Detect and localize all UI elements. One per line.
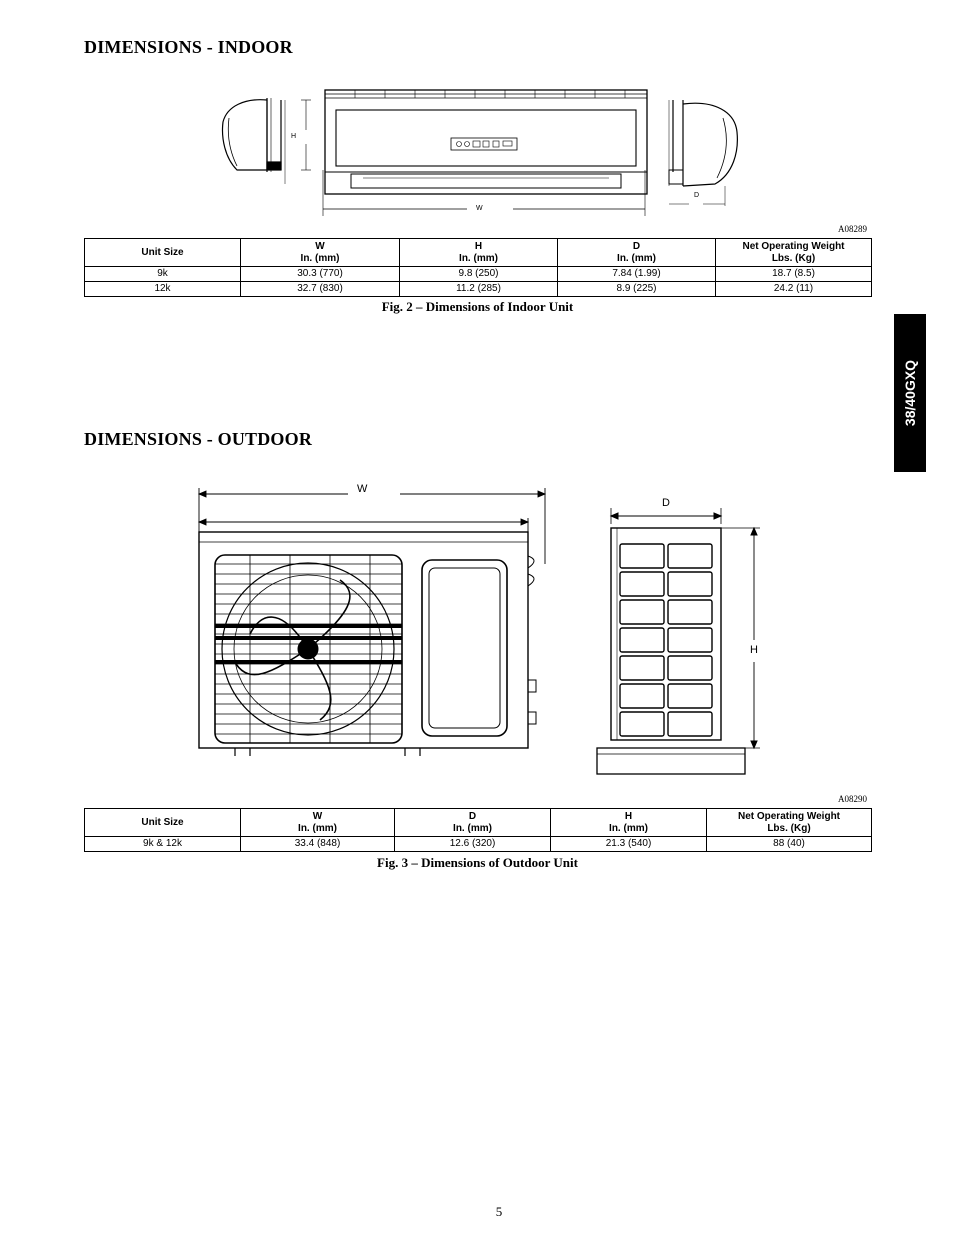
indoor-heading: DIMENSIONS - INDOOR: [84, 37, 293, 57]
outdoor-width-label: W: [357, 483, 368, 495]
section-side-tab: 38/40GXQ: [894, 314, 926, 472]
header-h: H In. (mm): [400, 239, 558, 267]
header-d: D In. (mm): [395, 809, 551, 837]
indoor-side-view-right: [669, 100, 737, 206]
header-h: H In. (mm): [551, 809, 707, 837]
indoor-dimensions-table: [84, 238, 872, 297]
header-weight: Net Operating Weight Lbs. (Kg): [707, 809, 872, 837]
header-weight: Net Operating Weight Lbs. (Kg): [716, 239, 872, 267]
header-d: D In. (mm): [558, 239, 716, 267]
indoor-front-view: [323, 90, 647, 216]
page-number: 5: [495, 1204, 503, 1219]
outdoor-side-view: [597, 508, 760, 774]
indoor-unit-drawing: [215, 88, 755, 216]
table-row: 12k 32.7 (830) 11.2 (285) 8.9 (225) 24.2 (11): [85, 282, 872, 297]
table-header-row: [85, 809, 872, 837]
outdoor-figure-id: A08290: [838, 794, 867, 804]
indoor-side-view-left: [223, 98, 285, 184]
indoor-width-label: W: [476, 205, 483, 212]
header-w: W In. (mm): [241, 239, 400, 267]
indoor-depth-label: D: [694, 192, 700, 199]
header-unit-size: Unit Size: [85, 239, 241, 267]
indoor-figure-id: A08289: [838, 224, 867, 234]
outdoor-unit-drawing: [190, 484, 770, 784]
outdoor-heading: DIMENSIONS - OUTDOOR: [84, 429, 313, 449]
indoor-figure-caption: Fig. 2 – Dimensions of Indoor Unit: [381, 299, 574, 314]
table-row: 9k 30.3 (770) 9.8 (250) 7.84 (1.99) 18.7 (8.5): [85, 267, 872, 282]
table-row: 9k & 12k 33.4 (848) 12.6 (320) 21.3 (540) 88 (40): [85, 837, 872, 852]
outdoor-width-dimension: [199, 488, 545, 564]
outdoor-dimensions-table: [84, 808, 872, 852]
indoor-height-dimension: [301, 100, 311, 170]
outdoor-front-view: [199, 532, 536, 756]
outdoor-depth-label: D: [662, 497, 670, 509]
outdoor-height-label: H: [750, 644, 758, 656]
outdoor-figure-caption: Fig. 3 – Dimensions of Outdoor Unit: [377, 855, 578, 870]
indoor-height-label: H: [291, 133, 297, 140]
header-w: W In. (mm): [241, 809, 395, 837]
header-unit-size: Unit Size: [85, 809, 241, 837]
table-header-row: [85, 239, 872, 267]
